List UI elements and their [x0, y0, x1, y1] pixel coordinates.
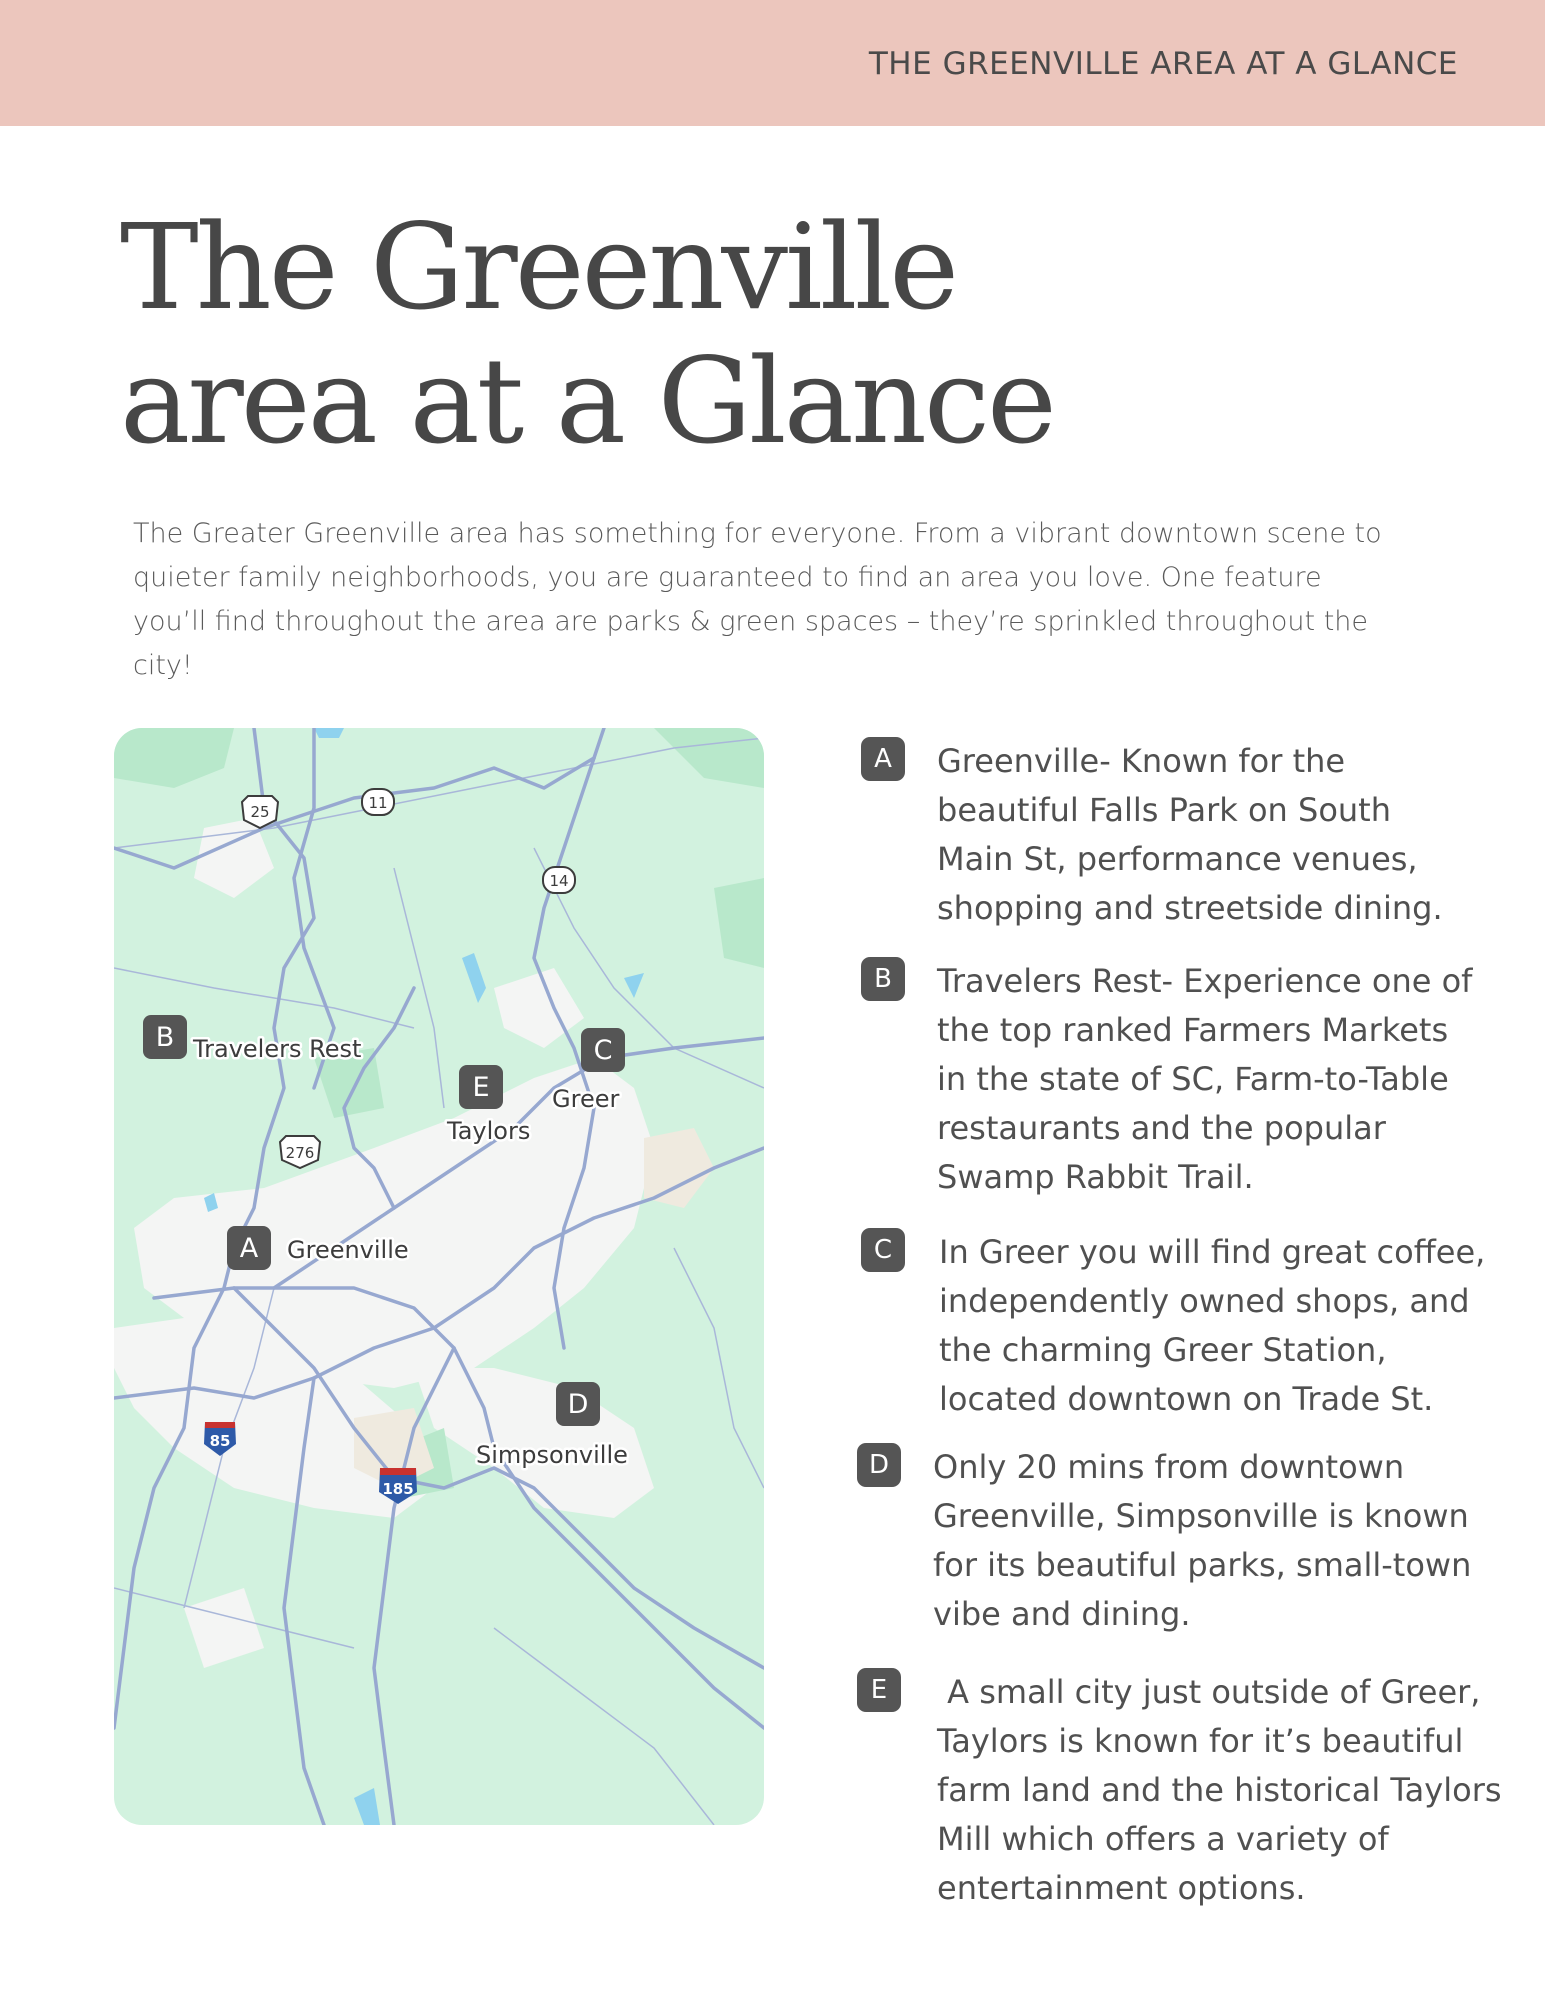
description-badge-b: B — [861, 957, 905, 1001]
svg-text:25: 25 — [250, 803, 270, 821]
header-banner — [0, 0, 1545, 126]
map-marker-c — [581, 1028, 625, 1072]
description-a-line: beautiful Falls Park on South — [937, 791, 1391, 829]
description-b-line: in the state of SC, Farm-to-Table — [937, 1060, 1449, 1098]
map-label-taylors: Taylors — [447, 1117, 531, 1145]
description-a-line: Main St, performance venues, — [937, 840, 1418, 878]
area-map — [114, 728, 764, 1825]
page-title — [120, 200, 1054, 468]
description-b-line: restaurants and the popular — [937, 1109, 1386, 1147]
svg-text:D: D — [567, 1389, 589, 1420]
description-b-line: Swamp Rabbit Trail. — [937, 1158, 1254, 1196]
description-c-line: In Greer you will find great coffee, — [939, 1233, 1486, 1271]
description-e-line: entertainment options. — [937, 1869, 1306, 1907]
description-badge-c: C — [861, 1228, 905, 1272]
map-marker-e — [459, 1065, 503, 1109]
description-d-line: Only 20 mins from downtown — [933, 1448, 1405, 1486]
svg-text:185: 185 — [382, 1480, 414, 1498]
banner-title: THE GREENVILLE AREA AT A GLANCE — [868, 46, 1458, 82]
description-badge-e: E — [857, 1668, 901, 1712]
map-marker-d — [556, 1382, 600, 1426]
intro-paragraph: The Greater Greenville area has something for everyone. From a vibrant downtown scene to quieter family neighborhoods, you are guaranteed to find an area you love. One feature you’ll find throughout the area are parks & green spaces – they’re sprinkled throughout the city! — [133, 518, 1382, 681]
description-e-line: A small city just outside of Greer, — [937, 1673, 1481, 1711]
description-d-line: vibe and dining. — [933, 1595, 1191, 1633]
description-c-line: independently owned shops, and — [939, 1282, 1470, 1320]
description-e-line: Mill which offers a variety of — [937, 1820, 1389, 1858]
map-label-greer: Greer — [552, 1085, 620, 1113]
svg-text:A: A — [239, 1233, 259, 1264]
description-e-line: Taylors is known for it’s beautiful — [937, 1722, 1464, 1760]
description-e-line: farm land and the historical Taylors — [937, 1771, 1502, 1809]
route-shield-11 — [362, 789, 394, 815]
svg-text:B: B — [155, 1022, 175, 1053]
route-shield-276 — [280, 1136, 320, 1168]
description-b-line: the top ranked Farmers Markets — [937, 1011, 1449, 1049]
description-text-e — [937, 1668, 1502, 1913]
description-c-line: located downtown on Trade St. — [939, 1380, 1434, 1418]
map-label-greenville: Greenville — [287, 1236, 409, 1264]
description-text-a — [937, 737, 1443, 933]
description-d-line: Greenville, Simpsonville is known — [933, 1497, 1469, 1535]
map-marker-b — [143, 1015, 187, 1059]
description-b-line: Travelers Rest- Experience one of — [937, 962, 1473, 1000]
map-label-simpsonville: Simpsonville — [476, 1441, 628, 1469]
description-badge-a: A — [861, 737, 905, 781]
area-map-graphic — [114, 728, 764, 1825]
map-marker-a — [227, 1226, 271, 1270]
svg-text:E: E — [472, 1072, 490, 1103]
svg-text:276: 276 — [285, 1144, 315, 1162]
page-title-line-1: The Greenville — [120, 198, 957, 336]
description-d-line: for its beautiful parks, small-town — [933, 1546, 1472, 1584]
description-c-line: the charming Greer Station, — [939, 1331, 1387, 1369]
description-text-d — [933, 1443, 1471, 1639]
svg-text:85: 85 — [209, 1432, 231, 1450]
route-shield-14 — [543, 867, 575, 893]
description-a-line: shopping and streetside dining. — [937, 889, 1443, 927]
description-text-c — [939, 1228, 1485, 1424]
map-label-travelers-rest: Travelers Rest — [193, 1035, 362, 1063]
description-a-line: Greenville- Known for the — [937, 742, 1346, 780]
svg-text:C: C — [593, 1035, 613, 1066]
svg-text:11: 11 — [368, 794, 388, 812]
page-title-line-2: area at a Glance — [120, 332, 1054, 470]
description-text-b — [937, 957, 1472, 1202]
svg-text:14: 14 — [549, 872, 569, 890]
description-badge-d: D — [857, 1443, 901, 1487]
